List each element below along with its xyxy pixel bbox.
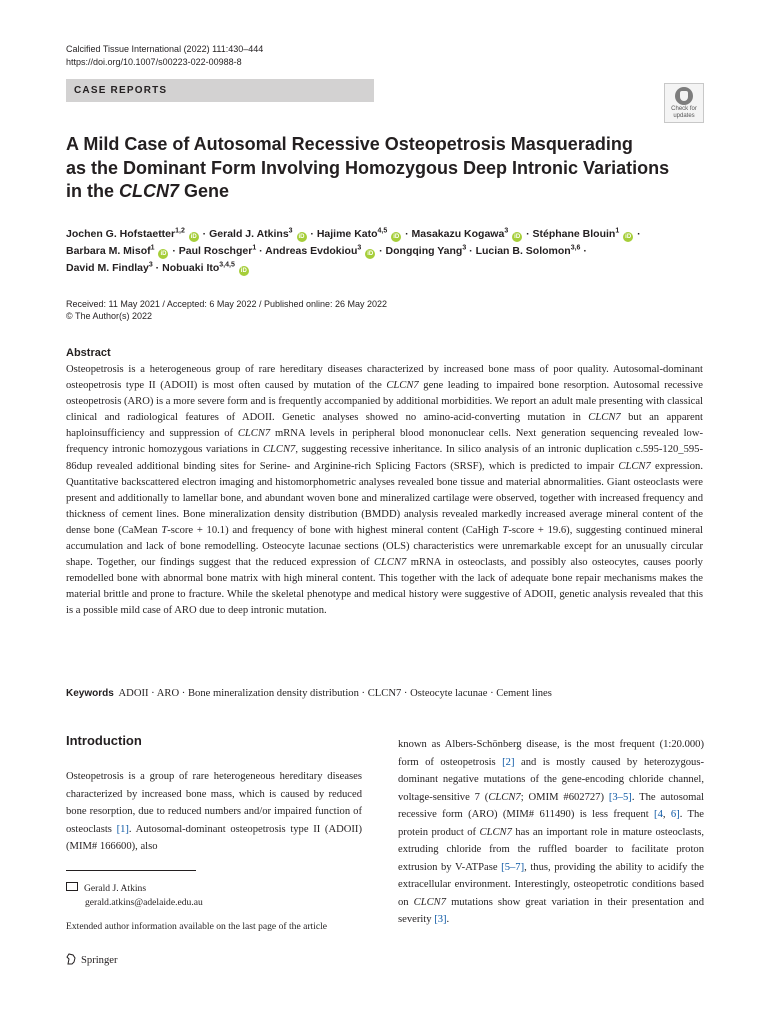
gene-name: CLCN7 <box>119 181 180 201</box>
orcid-icon[interactable]: iD <box>514 234 521 240</box>
abstract-body: Osteopetrosis is a heterogeneous group of rare hereditary diseases characterized by increased bone mass of poor quality. Autosomal-dominant osteopetrosis type II (ADOII) is most often caused by mutation of the CLCN7 gene leading to impaired bone resorption. Autosomal recessive osteopetrosis (ARO) is a more severe form and is frequently accompanied by additional morbidities. We report an adult male presenting with classical clinical and radiological features of ADOII. Genetic analyses showed no amino-acid-converting mutation in CLCN7 but an apparent haploinsufficiency and suppression of CLCN7 mRNA levels in peripheral blood mononuclear cells. Next generation sequencing revealed low-frequency intronic homozygous variations in CLCN7, suggesting recessive inheritance. In silico analysis of an intronic duplication c.595-120_595-86dup revealed additional binding sites for Serine- and Arginine-rich Splicing Factors (SRSF), which is predicted to impair CLCN7 expression. Quantitative backscattered electron imaging and histomorphometric analyses revealed bone tissue and material abnormalities. Giant osteoclasts were present and additionally to lamellar bone, and abundant woven bone and mineralized cartilage were observed, together with increased frequency and thickness of cement lines. Bone mineralization density distribution (BMDD) analysis revealed markedly increased average mineral content of the dense bone (CaMean T-score + 10.1) and frequency of bone with highest mineral content (CaHigh T-score + 19.6), suggesting continued mineral accumulation and lack of bone remodelling. Osteocyte lacunae sections (OLS) characteristics were unremarkable except for an unusually circular shape. Together, our findings suggest that the reduced expression of CLCN7 mRNA in osteoclasts, and possibly also osteocytes, causes poorly remodelled bone with abnormal bone matrix with high mineral content. This together with the lack of adequate bone repair mechanisms makes the material brittle and prone to fracture. While the skeletal phenotype and medical history were suggestive of ADOII, genetic analysis revealed that this is a possible mild case of ARO due to deep intronic mutation. <box>66 364 704 617</box>
title-line-3: in the CLCN7 Gene <box>66 181 230 201</box>
author-line-3: David M. Findlay$^3$ · Nobuaki Ito$^{3,4,5}$ iD <box>66 261 247 274</box>
envelope-icon <box>66 882 78 891</box>
publication-dates <box>66 298 387 322</box>
updates-label: updates <box>673 113 695 119</box>
publisher-name: Springer <box>81 955 118 966</box>
affiliation-mark: 3 <box>357 244 362 252</box>
affiliation-mark: 3 <box>462 244 467 252</box>
author-line-1: Jochen G. Hofstaetter$^{1,2}$ iD · Gerald J. Atkins$^3$ iD · Hajime Kato$^{4,5}$ iD · Masakazu Kogawa$^3$ iD · Stéphane Blouin$^1$ iD · <box>66 227 641 240</box>
orcid-icon[interactable]: iD <box>625 234 632 240</box>
author-name[interactable]: Dongqing Yang <box>385 245 463 257</box>
keywords-list: ADOII · ARO · Bone mineralization density distribution · CLCN7 · Osteocyte lacunae · Cement lines <box>118 688 552 699</box>
citation-link[interactable]: [4 <box>654 809 663 820</box>
gene-name: CLCN7 <box>237 428 271 440</box>
check-for-updates-badge[interactable] <box>664 83 704 123</box>
contact-name: Gerald J. Atkins <box>84 883 147 894</box>
affiliation-mark: 1,2 <box>175 227 185 235</box>
gene-name: CLCN7 <box>479 826 512 838</box>
copyright-line: © The Author(s) 2022 <box>66 311 153 321</box>
author-list <box>66 226 706 277</box>
affiliation-mark: 4,5 <box>377 227 388 235</box>
intro-right-column: known as Albers-Schönberg disease, is the most frequent (1:20.000) form of osteopetrosis [2] and is mostly caused by heterozygous-dominant negative mutations of the gene-encoding chloride channel, voltage-sensitive 7 (CLCN7; OMIM #602727) [3–5]. The autosomal recessive form (ARO) (MIM# 611490) is less frequent [4, 6]. The protein product of CLCN7 has an important role in mature osteoclasts, extruding chloride from the ruffled boarder to facilitate proton extrusion by V-ATPase [5–7], thus, providing the ability to acidify the extracellular environment. Interestingly, osteopetrotic conditions based on CLCN7 mutations show great variation in their presentation and severity [3]. <box>398 739 705 925</box>
doi-link[interactable]: https://doi.org/10.1007/s00223-022-00988-8 <box>66 57 242 67</box>
article-type-banner: CASE REPORTS <box>66 79 374 102</box>
gene-name: CLCN7 <box>588 412 621 424</box>
keywords <box>66 686 706 702</box>
author-name[interactable]: Masakazu Kogawa <box>411 228 505 240</box>
abstract-heading: Abstract <box>66 347 111 359</box>
gene-name: CLCN7 <box>488 791 521 803</box>
author-name[interactable]: Lucian B. Solomon <box>475 245 571 257</box>
author-name[interactable]: David M. Findlay <box>66 262 149 274</box>
affiliation-mark: 1 <box>150 244 155 252</box>
author-name[interactable]: Andreas Evdokiou <box>265 245 358 257</box>
extended-info-note: Extended author information available on the last page of the article <box>66 921 328 932</box>
author-line-2: Barbara M. Misof$^1$ iD · Paul Roschger$^1$ · Andreas Evdokiou$^3$ iD · Dongqing Yang$^3$ · Lucian B. Solomon$^{3,6}$ · <box>66 244 587 257</box>
author-name[interactable]: Barbara M. Misof <box>66 245 151 257</box>
gene-name: CLCN7 <box>262 444 296 456</box>
history-dates: Received: 11 May 2021 / Accepted: 6 May 2022 / Published online: 26 May 2022 <box>66 299 388 309</box>
author-name[interactable]: Gerald J. Atkins <box>209 228 289 240</box>
citation-link[interactable]: [1] <box>116 823 129 835</box>
citation-link[interactable]: [2] <box>502 756 515 768</box>
citation-link[interactable]: 6] <box>670 809 680 820</box>
orcid-icon[interactable]: iD <box>367 251 374 257</box>
corresponding-author-footnote <box>66 882 376 934</box>
affiliation-mark: 1 <box>252 244 257 252</box>
orcid-icon[interactable]: iD <box>160 251 167 257</box>
affiliation-mark: 3,4,5 <box>219 261 235 269</box>
affiliation-mark: 1 <box>615 227 620 235</box>
gene-name: CLCN7 <box>386 380 419 392</box>
gene-name: CLCN7 <box>413 896 447 908</box>
gene-name: CLCN7 <box>618 460 651 472</box>
affiliation-mark: 3 <box>504 227 509 235</box>
bookmark-icon <box>675 87 693 105</box>
affiliation-mark: 3 <box>148 261 153 269</box>
affiliation-mark: 3,6 <box>570 244 581 252</box>
orcid-icon[interactable]: iD <box>240 268 247 274</box>
footnote-rule <box>66 870 196 871</box>
journal-citation: Calcified Tissue International (2022) 111:430–444 <box>66 44 264 54</box>
keywords-label: Keywords <box>66 688 114 699</box>
springer-horse-icon <box>66 953 77 965</box>
author-name[interactable]: Jochen G. Hofstaetter <box>66 228 176 240</box>
orcid-icon[interactable]: iD <box>190 234 197 240</box>
citation-link[interactable]: [5–7] <box>501 861 525 873</box>
author-name[interactable]: Nobuaki Ito <box>162 262 220 274</box>
title-line-1: A Mild Case of Autosomal Recessive Osteopetrosis Masquerading <box>66 134 633 154</box>
check-for-label: Check for <box>671 106 697 112</box>
author-name[interactable]: Stéphane Blouin <box>532 228 616 240</box>
intro-left-column: Osteopetrosis is a group of rare heterogeneous hereditary diseases characterized by increased bone mass, which is caused by reduced bone resorption, due to reduced numbers and/or impaired function of osteoclasts [1]. Autosomal-dominant osteopetrosis type II (ADOII) (MIM# 166600), also <box>66 771 362 852</box>
author-name[interactable]: Hajime Kato <box>316 228 378 240</box>
affiliation-mark: 3 <box>288 227 293 235</box>
gene-name: CLCN7 <box>373 557 407 569</box>
author-name[interactable]: Paul Roschger <box>178 245 253 257</box>
orcid-icon[interactable]: iD <box>393 234 400 240</box>
orcid-icon[interactable]: iD <box>298 234 305 240</box>
title-line-2: as the Dominant Form Involving Homozygous Deep Intronic Variations <box>66 157 670 178</box>
citation-link[interactable]: [3–5] <box>608 791 632 803</box>
contact-email[interactable]: gerald.atkins@adelaide.edu.au <box>85 897 203 908</box>
citation-link[interactable]: [3] <box>434 914 447 925</box>
publisher-logo <box>66 953 117 968</box>
introduction-heading: Introduction <box>66 733 142 748</box>
article-title <box>66 133 686 204</box>
